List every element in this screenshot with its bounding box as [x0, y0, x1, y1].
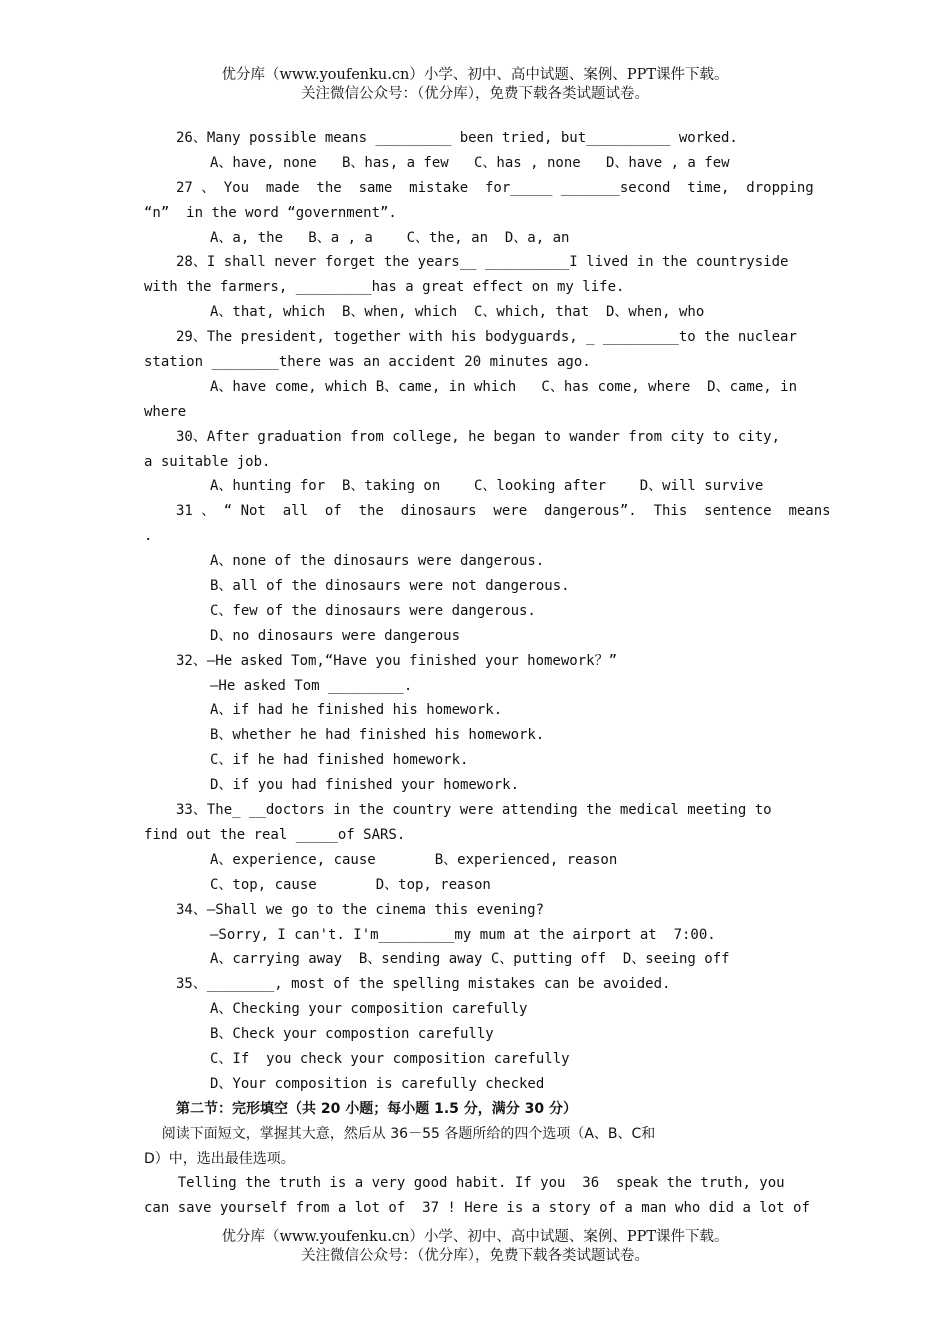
header-line-1: 优分库（www.youfenku.cn）小学、初中、高中试题、案例、PPT课件下载。 — [221, 67, 729, 83]
q33-options-1: A、experience, cause B、experienced, reason — [210, 851, 618, 868]
section-2-instruction-2: D）中，选出最佳选项。 — [144, 1150, 295, 1167]
q31-option-c: C、few of the dinosaurs were dangerous. — [210, 602, 536, 619]
q31-option-a: A、none of the dinosaurs were dangerous. — [210, 553, 545, 570]
q35-option-d: D、Your composition is carefully checked — [210, 1075, 545, 1092]
footer-line-1: 优分库（www.youfenku.cn）小学、初中、高中试题、案例、PPT课件下载。 — [221, 1229, 729, 1245]
q34-options: A、carrying away B、sending away C、putting off D、seeing off — [210, 951, 730, 968]
q34-stem-2: —Sorry, I can't. I'm_________my mum at the airport at 7:00. — [210, 926, 716, 943]
q31-stem-1: 31 、 “ Not all of the dinosaurs were dangerous”. This sentence means — [176, 503, 831, 520]
q35-option-b: B、Check your compostion carefully — [210, 1026, 494, 1043]
q28-options: A、that, which B、when, which C、which, that D、when, who — [210, 304, 705, 321]
q32-option-d: D、if you had finished your homework. — [210, 777, 520, 794]
q32-option-c: C、if he had finished homework. — [210, 752, 469, 769]
q35-option-c: C、If you check your composition carefully — [210, 1050, 570, 1067]
header-line-2: 关注微信公众号：（优分库），免费下载各类试题试卷。 — [301, 86, 649, 102]
q27-stem-2: “n” in the word “government”. — [144, 204, 397, 221]
footer-line-2: 关注微信公众号：（优分库），免费下载各类试题试卷。 — [301, 1248, 649, 1264]
section-2-instruction-1: 阅读下面短文，掌握其大意，然后从 36－55 各题所给的四个选项（A、B、C和 — [144, 1125, 656, 1142]
q33-options-2: C、top, cause D、top, reason — [210, 876, 491, 893]
q34-stem-1: 34、—Shall we go to the cinema this evening? — [176, 901, 545, 918]
q26-options: A、have, none B、has, a few C、has , none D、have , a few — [210, 154, 730, 171]
q31-stem-2: . — [144, 528, 153, 545]
passage-line-1: Telling the truth is a very good habit. If you 36 speak the truth, you — [144, 1175, 785, 1192]
q35-stem: 35、________, most of the spelling mistakes can be avoided. — [176, 976, 671, 993]
page-header — [0, 66, 950, 104]
q27-stem-1: 27 、 You made the same mistake for_____ _______second time, dropping — [176, 179, 814, 196]
q33-stem-1: 33、The_ __doctors in the country were attending the medical meeting to — [176, 802, 772, 819]
q32-stem-2: —He asked Tom _________. — [210, 677, 413, 694]
q28-stem-1: 28、I shall never forget the years__ __________I lived in the countryside — [176, 254, 789, 271]
q29-options-1: A、have come, which B、came, in which C、has come, where D、came, in — [210, 378, 798, 395]
section-2-heading: 第二节：完形填空（共 20 小题；每小题 1.5 分，满分 30 分） — [176, 1100, 578, 1117]
q35-option-a: A、Checking your composition carefully — [210, 1001, 528, 1018]
q31-option-b: B、all of the dinosaurs were not dangerous. — [210, 578, 570, 595]
passage-line-2: can save yourself from a lot of 37 ! Here is a story of a man who did a lot of — [144, 1200, 810, 1217]
q26-stem: 26、Many possible means _________ been tried, but__________ worked. — [176, 130, 738, 146]
q27-options: A、a, the B、a , a C、the, an D、a, an — [210, 229, 570, 246]
q29-options-2: where — [144, 403, 187, 420]
q32-stem-1: 32、—He asked Tom,“Have you finished your homework？” — [176, 652, 618, 669]
q32-option-a: A、if had he finished his homework. — [210, 702, 503, 719]
exam-content — [144, 126, 831, 1221]
page-footer — [0, 1228, 950, 1266]
q30-stem-2: a suitable job. — [144, 453, 271, 470]
q28-stem-2: with the farmers, _________has a great effect on my life. — [144, 279, 625, 296]
q29-stem-1: 29、The president, together with his bodyguards, _ _________to the nuclear — [176, 329, 797, 346]
q31-option-d: D、no dinosaurs were dangerous — [210, 627, 461, 644]
q32-option-b: B、whether he had finished his homework. — [210, 727, 545, 744]
q30-stem-1: 30、After graduation from college, he began to wander from city to city, — [176, 428, 781, 445]
q30-options: A、hunting for B、taking on C、looking after D、will survive — [210, 478, 764, 495]
q29-stem-2: station ________there was an accident 20 minutes ago. — [144, 354, 591, 371]
q33-stem-2: find out the real _____of SARS. — [144, 826, 406, 843]
